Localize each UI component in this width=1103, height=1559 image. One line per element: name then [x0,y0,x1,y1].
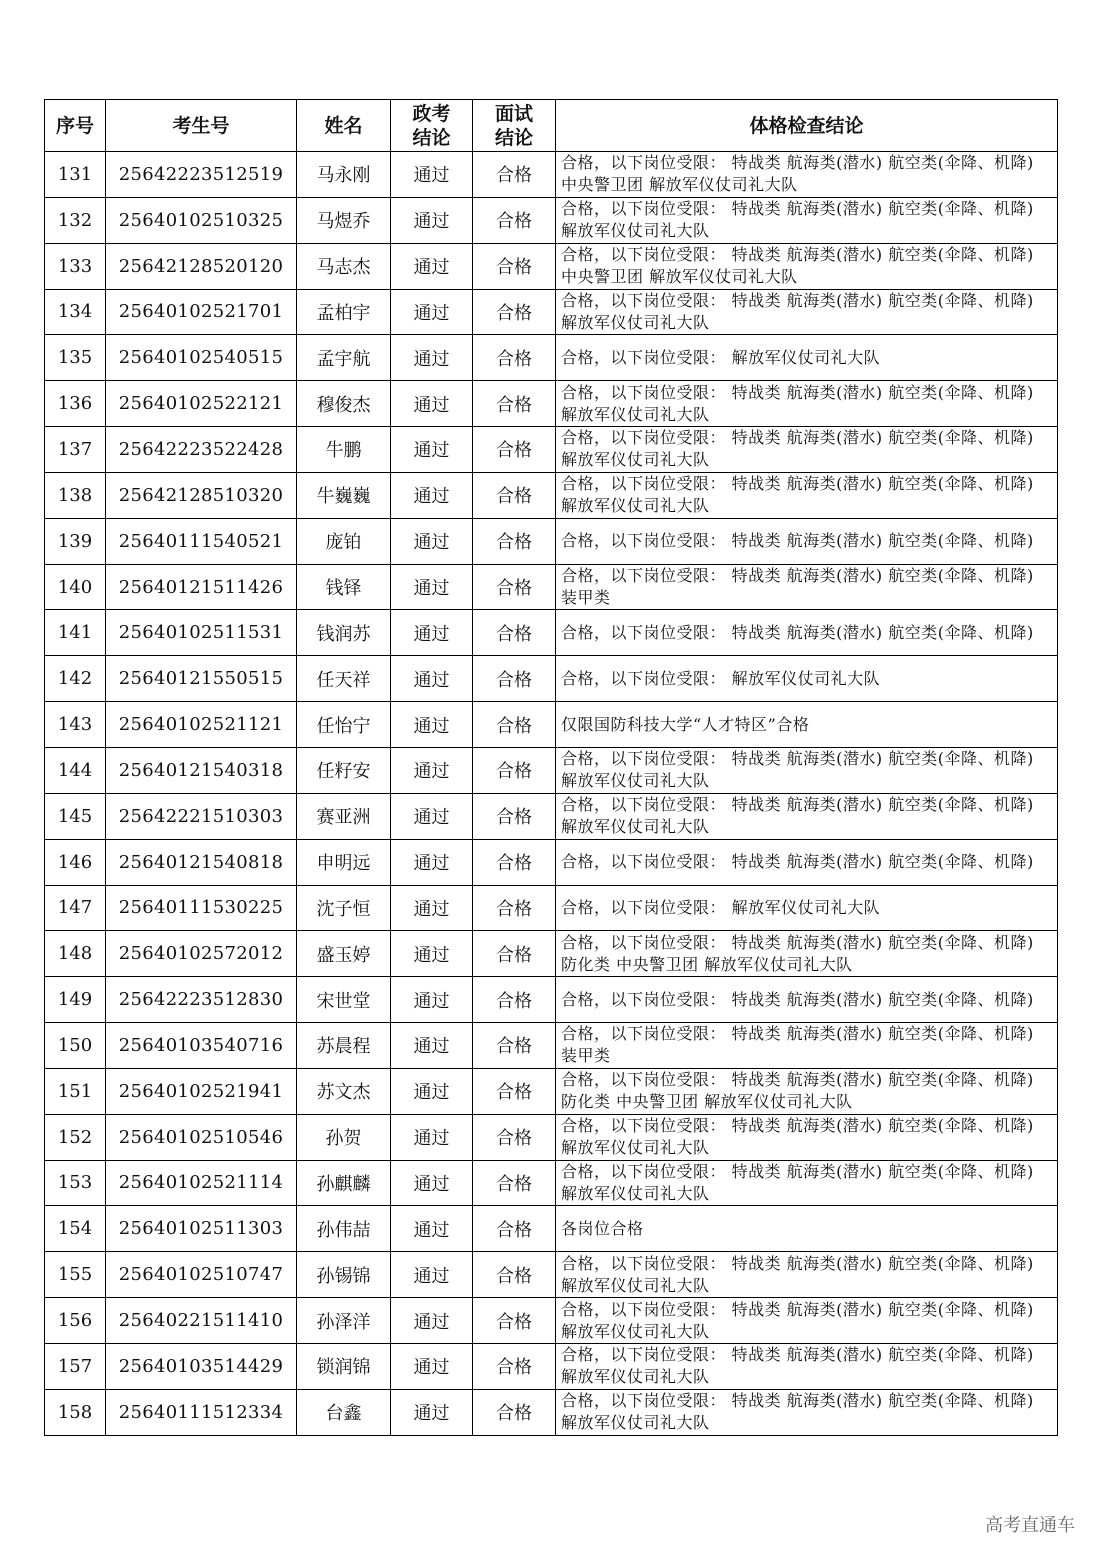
cell-name: 钱润苏 [297,610,391,656]
table-row [45,335,1058,381]
cell-political: 通过 [391,152,473,198]
cell-political: 通过 [391,1343,473,1389]
cell-exam-no: 25642128520120 [106,243,297,289]
header-physical: 体格检查结论 [556,100,1058,152]
cell-physical: 合格，以下岗位受限： 解放军仪仗司礼大队 [556,885,1058,931]
cell-political: 通过 [391,564,473,610]
cell-physical: 合格，以下岗位受限： 特战类 航海类(潜水) 航空类(伞降、机降) 解放军仪仗司礼大队 [556,1160,1058,1206]
cell-political: 通过 [391,1252,473,1298]
cell-political: 通过 [391,702,473,748]
cell-name: 马煜乔 [297,197,391,243]
table-row [45,747,1058,793]
cell-political: 通过 [391,1389,473,1435]
cell-name: 马永刚 [297,152,391,198]
table-row [45,793,1058,839]
cell-physical: 合格，以下岗位受限： 特战类 航海类(潜水) 航空类(伞降、机降) [556,839,1058,885]
cell-seq: 148 [45,931,106,977]
cell-physical: 合格，以下岗位受限： 特战类 航海类(潜水) 航空类(伞降、机降) [556,610,1058,656]
cell-name: 马志杰 [297,243,391,289]
cell-physical: 仅限国防科技大学“人才特区”合格 [556,702,1058,748]
cell-interview: 合格 [473,1023,556,1069]
cell-name: 任籽安 [297,747,391,793]
table-row [45,1023,1058,1069]
cell-interview: 合格 [473,152,556,198]
cell-interview: 合格 [473,564,556,610]
cell-seq: 138 [45,472,106,518]
cell-exam-no: 25640111540521 [106,518,297,564]
cell-physical: 合格，以下岗位受限： 特战类 航海类(潜水) 航空类(伞降、机降) 解放军仪仗司礼大队 [556,793,1058,839]
cell-seq: 146 [45,839,106,885]
cell-seq: 154 [45,1206,106,1252]
cell-interview: 合格 [473,1252,556,1298]
cell-physical: 合格，以下岗位受限： 特战类 航海类(潜水) 航空类(伞降、机降) 防化类 中央警卫团 解放军仪仗司礼大队 [556,1068,1058,1114]
cell-physical: 合格，以下岗位受限： 特战类 航海类(潜水) 航空类(伞降、机降) 解放军仪仗司礼大队 [556,1389,1058,1435]
cell-seq: 158 [45,1389,106,1435]
cell-interview: 合格 [473,289,556,335]
cell-name: 沈子恒 [297,885,391,931]
cell-political: 通过 [391,1023,473,1069]
cell-political: 通过 [391,243,473,289]
cell-seq: 136 [45,381,106,427]
cell-seq: 147 [45,885,106,931]
table-row [45,152,1058,198]
table-row [45,1206,1058,1252]
cell-exam-no: 25640102540515 [106,335,297,381]
table-row [45,564,1058,610]
cell-seq: 151 [45,1068,106,1114]
cell-exam-no: 25642223522428 [106,427,297,473]
table-row [45,931,1058,977]
cell-interview: 合格 [473,931,556,977]
cell-name: 孙泽洋 [297,1298,391,1344]
cell-interview: 合格 [473,1068,556,1114]
cell-seq: 141 [45,610,106,656]
cell-physical: 合格，以下岗位受限： 特战类 航海类(潜水) 航空类(伞降、机降) 解放军仪仗司礼大队 [556,1114,1058,1160]
cell-seq: 135 [45,335,106,381]
cell-seq: 132 [45,197,106,243]
cell-name: 孙伟喆 [297,1206,391,1252]
cell-physical: 合格，以下岗位受限： 特战类 航海类(潜水) 航空类(伞降、机降) 解放军仪仗司礼大队 [556,747,1058,793]
cell-name: 任天祥 [297,656,391,702]
table-row [45,472,1058,518]
cell-seq: 142 [45,656,106,702]
cell-exam-no: 25640102572012 [106,931,297,977]
cell-exam-no: 25640102510747 [106,1252,297,1298]
cell-political: 通过 [391,472,473,518]
cell-exam-no: 25640121540818 [106,839,297,885]
cell-political: 通过 [391,1298,473,1344]
cell-exam-no: 25642221510303 [106,793,297,839]
cell-physical: 合格，以下岗位受限： 特战类 航海类(潜水) 航空类(伞降、机降) [556,518,1058,564]
cell-seq: 155 [45,1252,106,1298]
cell-name: 牛巍巍 [297,472,391,518]
cell-physical: 合格，以下岗位受限： 特战类 航海类(潜水) 航空类(伞降、机降) 解放军仪仗司礼大队 [556,1343,1058,1389]
table-row [45,977,1058,1023]
cell-interview: 合格 [473,610,556,656]
cell-seq: 140 [45,564,106,610]
table-row [45,656,1058,702]
table-row [45,381,1058,427]
cell-political: 通过 [391,747,473,793]
table-row [45,243,1058,289]
cell-political: 通过 [391,1160,473,1206]
table-row [45,518,1058,564]
cell-political: 通过 [391,1068,473,1114]
table-row [45,427,1058,473]
cell-political: 通过 [391,1114,473,1160]
cell-exam-no: 25640221511410 [106,1298,297,1344]
header-row [45,100,1058,152]
cell-seq: 152 [45,1114,106,1160]
cell-interview: 合格 [473,747,556,793]
cell-physical: 合格，以下岗位受限： 解放军仪仗司礼大队 [556,656,1058,702]
cell-exam-no: 25640102522121 [106,381,297,427]
watermark: 高考直通车 [985,1515,1075,1536]
cell-name: 锁润锦 [297,1343,391,1389]
cell-seq: 139 [45,518,106,564]
cell-interview: 合格 [473,793,556,839]
cell-political: 通过 [391,793,473,839]
cell-physical: 合格，以下岗位受限： 特战类 航海类(潜水) 航空类(伞降、机降) 中央警卫团 解放军仪仗司礼大队 [556,152,1058,198]
header-interview: 面试 结论 [473,100,556,152]
cell-physical: 合格，以下岗位受限： 解放军仪仗司礼大队 [556,335,1058,381]
cell-physical: 合格，以下岗位受限： 特战类 航海类(潜水) 航空类(伞降、机降) 解放军仪仗司礼大队 [556,1252,1058,1298]
table-row [45,1068,1058,1114]
cell-exam-no: 25640102510325 [106,197,297,243]
cell-seq: 143 [45,702,106,748]
table-row [45,610,1058,656]
cell-name: 孙锡锦 [297,1252,391,1298]
cell-seq: 157 [45,1343,106,1389]
cell-political: 通过 [391,885,473,931]
table-row [45,1389,1058,1435]
cell-interview: 合格 [473,1114,556,1160]
cell-seq: 134 [45,289,106,335]
cell-name: 穆俊杰 [297,381,391,427]
cell-interview: 合格 [473,1298,556,1344]
cell-name: 孙贺 [297,1114,391,1160]
cell-political: 通过 [391,656,473,702]
cell-seq: 153 [45,1160,106,1206]
cell-physical: 合格，以下岗位受限： 特战类 航海类(潜水) 航空类(伞降、机降) 解放军仪仗司礼大队 [556,472,1058,518]
cell-political: 通过 [391,335,473,381]
cell-name: 任怡宁 [297,702,391,748]
cell-name: 赛亚洲 [297,793,391,839]
cell-interview: 合格 [473,197,556,243]
cell-political: 通过 [391,518,473,564]
cell-interview: 合格 [473,243,556,289]
cell-exam-no: 25640102511531 [106,610,297,656]
cell-exam-no: 25640102511303 [106,1206,297,1252]
table-row [45,702,1058,748]
cell-interview: 合格 [473,702,556,748]
cell-physical: 合格，以下岗位受限： 特战类 航海类(潜水) 航空类(伞降、机降) 装甲类 [556,1023,1058,1069]
cell-political: 通过 [391,839,473,885]
cell-exam-no: 25640102521701 [106,289,297,335]
cell-seq: 149 [45,977,106,1023]
cell-seq: 137 [45,427,106,473]
table-row [45,1160,1058,1206]
cell-interview: 合格 [473,1160,556,1206]
cell-name: 台鑫 [297,1389,391,1435]
cell-physical: 合格，以下岗位受限： 特战类 航海类(潜水) 航空类(伞降、机降) 装甲类 [556,564,1058,610]
cell-name: 钱铎 [297,564,391,610]
header-name: 姓名 [297,100,391,152]
cell-political: 通过 [391,197,473,243]
cell-name: 孙麒麟 [297,1160,391,1206]
cell-physical: 合格，以下岗位受限： 特战类 航海类(潜水) 航空类(伞降、机降) 解放军仪仗司礼大队 [556,1298,1058,1344]
table-row [45,885,1058,931]
cell-exam-no: 25640103540716 [106,1023,297,1069]
table-row [45,1114,1058,1160]
cell-exam-no: 25640102521114 [106,1160,297,1206]
cell-interview: 合格 [473,1206,556,1252]
cell-interview: 合格 [473,1343,556,1389]
cell-name: 申明远 [297,839,391,885]
cell-exam-no: 25640121511426 [106,564,297,610]
cell-interview: 合格 [473,977,556,1023]
cell-exam-no: 25640102521121 [106,702,297,748]
header-exam-no: 考生号 [106,100,297,152]
cell-exam-no: 25642223512519 [106,152,297,198]
header-seq: 序号 [45,100,106,152]
table-row [45,839,1058,885]
cell-physical: 合格，以下岗位受限： 特战类 航海类(潜水) 航空类(伞降、机降) 解放军仪仗司礼大队 [556,381,1058,427]
cell-exam-no: 25642128510320 [106,472,297,518]
cell-interview: 合格 [473,335,556,381]
cell-seq: 133 [45,243,106,289]
results-table [44,99,1058,1436]
cell-interview: 合格 [473,427,556,473]
cell-exam-no: 25642223512830 [106,977,297,1023]
cell-name: 苏文杰 [297,1068,391,1114]
cell-interview: 合格 [473,1389,556,1435]
cell-name: 盛玉婷 [297,931,391,977]
cell-physical: 合格，以下岗位受限： 特战类 航海类(潜水) 航空类(伞降、机降) 解放军仪仗司礼大队 [556,197,1058,243]
cell-exam-no: 25640111530225 [106,885,297,931]
cell-physical: 各岗位合格 [556,1206,1058,1252]
cell-name: 孟柏宇 [297,289,391,335]
cell-exam-no: 25640102521941 [106,1068,297,1114]
cell-name: 宋世堂 [297,977,391,1023]
table-row [45,1343,1058,1389]
cell-political: 通过 [391,381,473,427]
cell-seq: 156 [45,1298,106,1344]
cell-exam-no: 25640103514429 [106,1343,297,1389]
table-row [45,289,1058,335]
cell-physical: 合格，以下岗位受限： 特战类 航海类(潜水) 航空类(伞降、机降) 防化类 中央警卫团 解放军仪仗司礼大队 [556,931,1058,977]
cell-name: 牛鹏 [297,427,391,473]
cell-political: 通过 [391,931,473,977]
table-row [45,1298,1058,1344]
cell-political: 通过 [391,610,473,656]
cell-physical: 合格，以下岗位受限： 特战类 航海类(潜水) 航空类(伞降、机降) [556,977,1058,1023]
cell-name: 庞铂 [297,518,391,564]
cell-interview: 合格 [473,472,556,518]
cell-seq: 131 [45,152,106,198]
cell-physical: 合格，以下岗位受限： 特战类 航海类(潜水) 航空类(伞降、机降) 中央警卫团 解放军仪仗司礼大队 [556,243,1058,289]
cell-exam-no: 25640121540318 [106,747,297,793]
cell-interview: 合格 [473,885,556,931]
cell-political: 通过 [391,427,473,473]
cell-exam-no: 25640121550515 [106,656,297,702]
cell-interview: 合格 [473,656,556,702]
cell-exam-no: 25640102510546 [106,1114,297,1160]
table-body [45,152,1058,1436]
cell-exam-no: 25640111512334 [106,1389,297,1435]
cell-physical: 合格，以下岗位受限： 特战类 航海类(潜水) 航空类(伞降、机降) 解放军仪仗司礼大队 [556,289,1058,335]
cell-political: 通过 [391,1206,473,1252]
cell-political: 通过 [391,289,473,335]
cell-name: 孟宇航 [297,335,391,381]
cell-political: 通过 [391,977,473,1023]
cell-interview: 合格 [473,839,556,885]
cell-interview: 合格 [473,381,556,427]
cell-seq: 145 [45,793,106,839]
header-political: 政考 结论 [391,100,473,152]
cell-seq: 150 [45,1023,106,1069]
table-row [45,197,1058,243]
cell-interview: 合格 [473,518,556,564]
cell-seq: 144 [45,747,106,793]
cell-physical: 合格，以下岗位受限： 特战类 航海类(潜水) 航空类(伞降、机降) 解放军仪仗司礼大队 [556,427,1058,473]
table-row [45,1252,1058,1298]
cell-name: 苏晨程 [297,1023,391,1069]
